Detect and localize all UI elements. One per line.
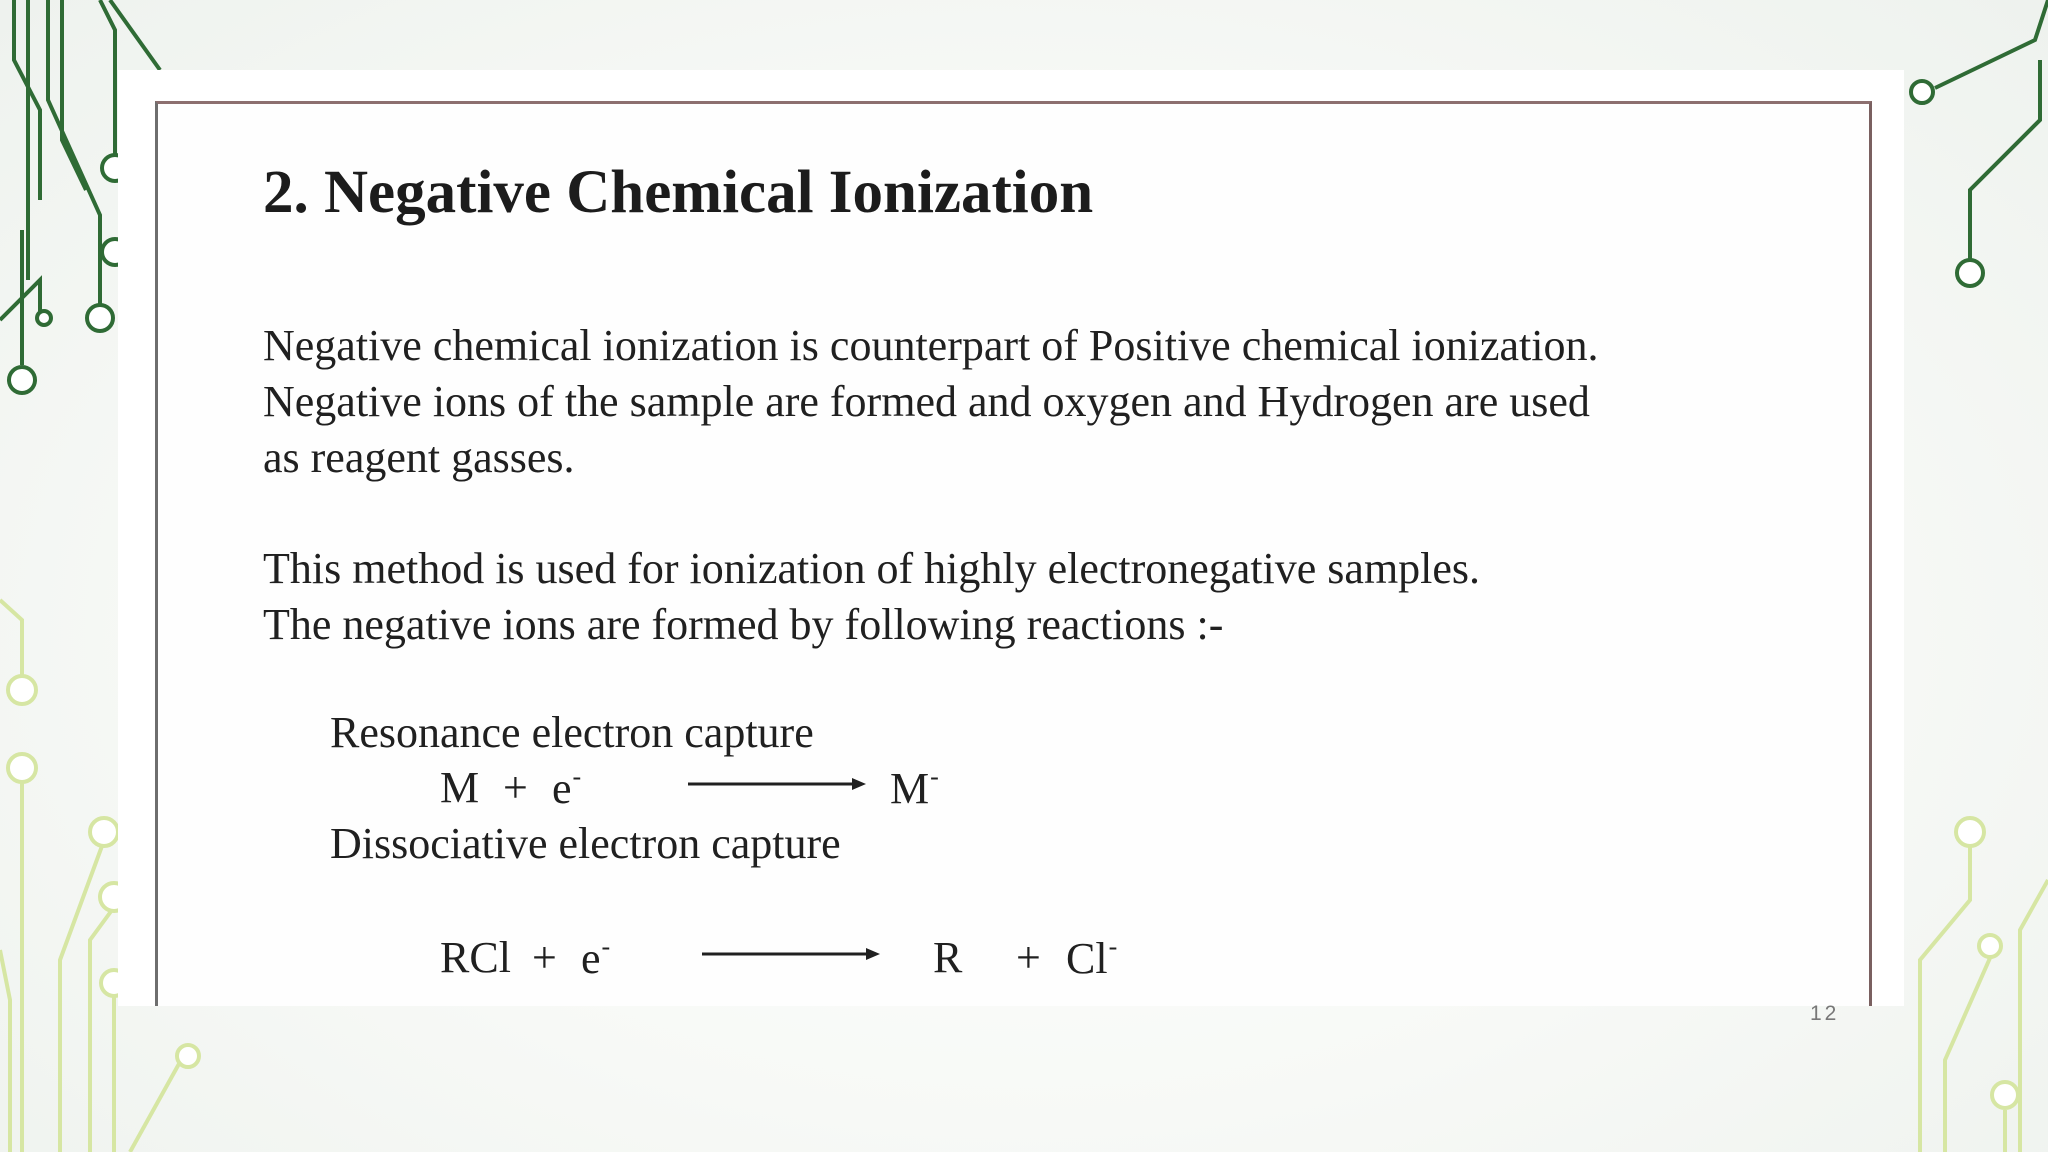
reaction2-plus-2: + bbox=[1016, 933, 1041, 982]
reaction1-product-symbol: M bbox=[890, 764, 930, 813]
slide-title: 2. Negative Chemical Ionization bbox=[263, 159, 1094, 226]
reaction1-arrow bbox=[688, 774, 868, 794]
reaction2-product-cl bbox=[1066, 932, 1117, 984]
reaction2-product-r: R bbox=[933, 933, 963, 982]
reaction2-electron-symbol: e bbox=[581, 934, 601, 983]
reaction2-product-cl-charge: - bbox=[1108, 932, 1118, 961]
reaction1-electron bbox=[552, 762, 581, 814]
intro-paragraph bbox=[263, 318, 1598, 486]
method-line: This method is used for ionization of highly electronegative samples. bbox=[263, 544, 1481, 593]
reaction2-reactant-rcl: RCl bbox=[440, 933, 511, 982]
reaction1-plus: + bbox=[503, 763, 528, 812]
reaction-label-resonance: Resonance electron capture bbox=[330, 708, 814, 757]
reaction1-reactant-m: M bbox=[440, 763, 480, 812]
reaction-label-dissociative: Dissociative electron capture bbox=[330, 819, 841, 868]
reaction2-plus: + bbox=[532, 933, 557, 982]
intro-line: as reagent gasses. bbox=[263, 433, 575, 482]
reaction2-electron bbox=[581, 932, 610, 984]
method-paragraph bbox=[263, 541, 1480, 653]
reaction1-product-charge: - bbox=[930, 762, 939, 791]
intro-line: Negative chemical ionization is counterpart of Positive chemical ionization. bbox=[263, 321, 1599, 370]
method-line: The negative ions are formed by following reactions :- bbox=[263, 600, 1224, 649]
reaction2-electron-charge: - bbox=[601, 932, 611, 961]
reaction1-electron-charge: - bbox=[572, 762, 582, 791]
intro-line: Negative ions of the sample are formed and oxygen and Hydrogen are used bbox=[263, 377, 1590, 426]
reaction1-product bbox=[890, 762, 939, 814]
reaction2-product-cl-symbol: Cl bbox=[1066, 934, 1108, 983]
reaction1-electron-symbol: e bbox=[552, 764, 572, 813]
page-number: 12 bbox=[1810, 1002, 1840, 1025]
reaction2-arrow bbox=[702, 944, 882, 964]
